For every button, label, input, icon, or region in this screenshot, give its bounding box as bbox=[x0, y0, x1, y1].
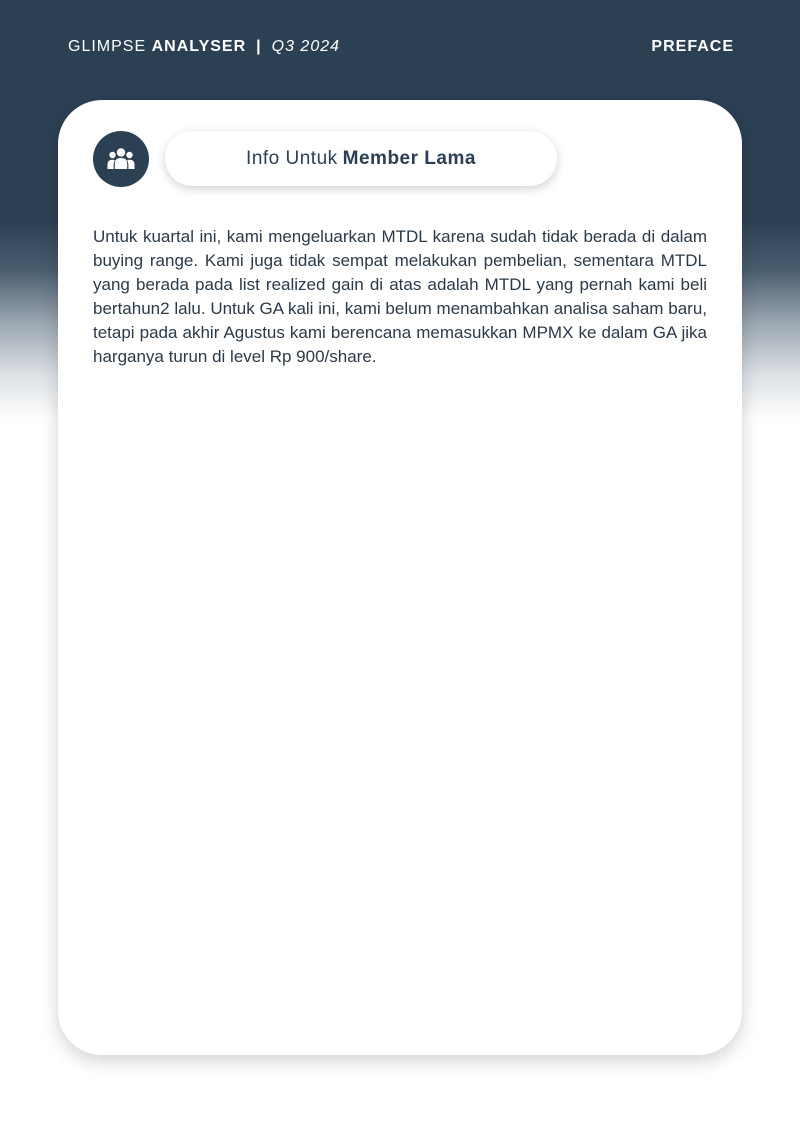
header-separator: | bbox=[256, 38, 262, 55]
brand-name-regular: GLIMPSE bbox=[68, 38, 147, 55]
body-paragraph: Untuk kuartal ini, kami mengeluarkan MTDL karena sudah tidak berada di dalam buying range. Kami juga tidak sempat melakukan pembelian, sementara MTDL yang berada pada list realized gain di atas adalah MTDL yang pernah kami beli bertahun2 lalu. Untuk GA kali ini, kami belum menambahkan analisa saham baru, tetapi pada akhir Agustus kami berencana memasukkan MPMX ke dalam GA jika harganya turun di level Rp 900/share. bbox=[93, 227, 707, 366]
brand-name-bold: ANALYSER bbox=[151, 38, 247, 55]
section-title-regular: Info Untuk bbox=[246, 147, 338, 169]
page-header bbox=[68, 38, 734, 58]
content-card bbox=[58, 100, 742, 1055]
users-group-icon bbox=[93, 131, 149, 187]
section-title-pill bbox=[165, 131, 557, 186]
report-period: Q3 2024 bbox=[271, 38, 341, 55]
brand-title bbox=[68, 38, 340, 56]
section-label: PREFACE bbox=[651, 38, 734, 55]
section-title-bold: Member Lama bbox=[342, 147, 476, 169]
